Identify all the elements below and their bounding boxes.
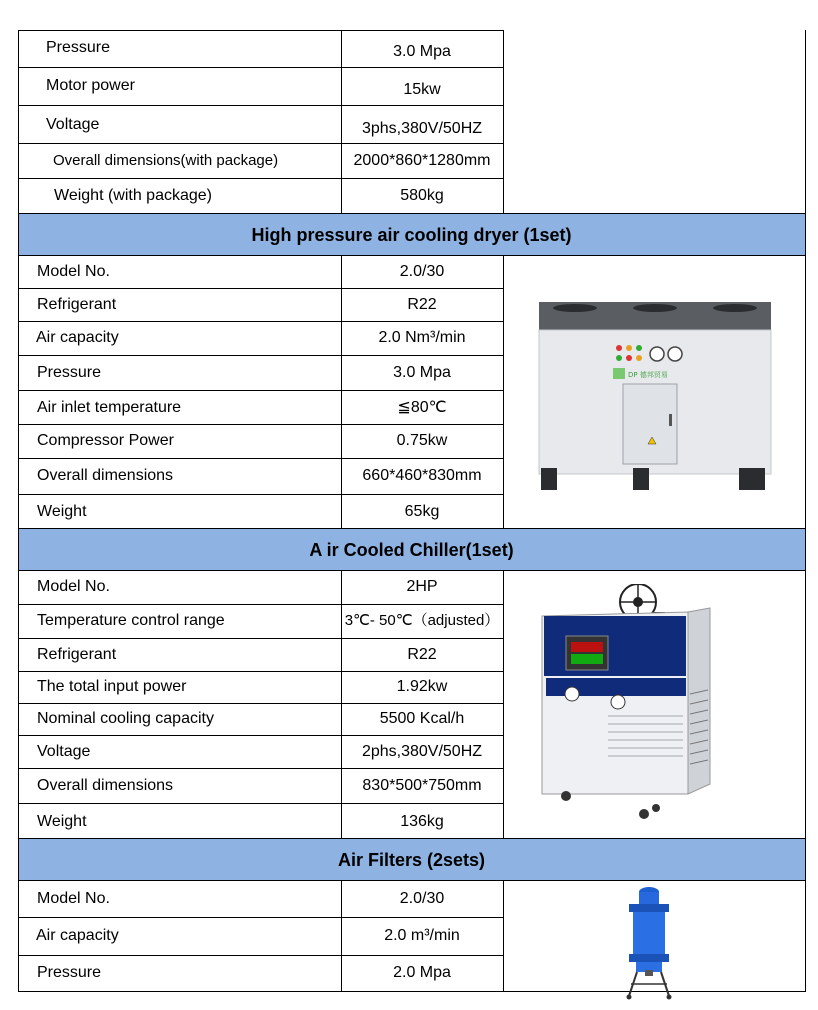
row-divider [18, 105, 504, 106]
spec-value: 65kg [404, 503, 440, 520]
spec-value: 2phs,380V/50HZ [361, 743, 483, 760]
row-divider [18, 288, 504, 289]
spec-value: 3phs,380V/50HZ [361, 120, 483, 137]
spec-value: 3℃- 50℃（adjusted） [344, 612, 500, 629]
dryer-section-title: High pressure air cooling dryer (1set) [251, 225, 572, 245]
chiller-section-title: A ir Cooled Chiller(1set) [309, 540, 514, 560]
spec-label: Motor power [46, 77, 135, 94]
row-divider [18, 917, 504, 918]
air-cooled-chiller-image [538, 584, 718, 820]
column-divider [503, 255, 504, 529]
column-divider [503, 570, 504, 839]
spec-value: 3.0 Mpa [393, 364, 451, 381]
spec-value: 2.0 Mpa [393, 964, 451, 981]
spec-value: 580kg [400, 187, 444, 204]
spec-label: Air inlet temperature [37, 399, 182, 416]
spec-label: Model No. [37, 890, 110, 907]
spec-label: Model No. [37, 578, 110, 595]
spec-value: 136kg [400, 813, 444, 830]
spec-label: The total input power [37, 678, 187, 695]
spec-value: 2HP [406, 578, 438, 595]
column-divider [503, 30, 504, 214]
spec-label: Voltage [37, 743, 91, 760]
spec-label: Overall dimensions [37, 467, 174, 484]
row-divider [18, 803, 504, 804]
spec-label: Refrigerant [37, 646, 117, 663]
air-dryer-image [535, 296, 775, 494]
row-divider [18, 638, 504, 639]
spec-value: 2.0/30 [399, 263, 445, 280]
spec-value: 1.92kw [396, 678, 448, 695]
right-border [805, 30, 806, 992]
spec-label: Compressor Power [37, 432, 174, 449]
row-divider [18, 321, 504, 322]
spec-label: Voltage [46, 116, 100, 133]
row-divider [18, 604, 504, 605]
spec-value: ≦80℃ [397, 399, 447, 416]
spec-value: 660*460*830mm [362, 467, 482, 484]
band-border [18, 213, 806, 214]
row-divider [18, 178, 504, 179]
spec-label: Refrigerant [37, 296, 117, 313]
filters-section-title: Air Filters (2sets) [337, 850, 486, 870]
spec-value: R22 [407, 646, 437, 663]
spec-label: Air capacity [36, 927, 119, 944]
band-border [18, 880, 806, 881]
row-divider [18, 30, 504, 31]
column-divider [341, 570, 342, 839]
row-divider [18, 703, 504, 704]
band-border [18, 255, 806, 256]
spec-label: Pressure [46, 39, 111, 56]
spec-value: R22 [407, 296, 437, 313]
band-border [18, 838, 806, 839]
row-divider [18, 143, 504, 144]
spec-label: Pressure [37, 364, 102, 381]
spec-value: 0.75kw [396, 432, 448, 449]
row-divider [18, 735, 504, 736]
row-divider [18, 955, 504, 956]
row-divider [18, 671, 504, 672]
dryer-logo-text: DP 德邦贸易 [628, 371, 668, 379]
table-bottom-border [18, 991, 806, 992]
spec-value: 3.0 Mpa [393, 43, 451, 60]
row-divider [18, 424, 504, 425]
spec-label: Weight (with package) [54, 187, 212, 204]
row-divider [18, 355, 504, 356]
spec-label: Nominal cooling capacity [37, 710, 214, 727]
spec-label: Weight [37, 503, 87, 520]
spec-label: Weight [37, 813, 87, 830]
spec-value: 2.0 m³/min [384, 927, 460, 944]
left-border [18, 30, 19, 992]
spec-value: 15kw [403, 81, 441, 98]
row-divider [18, 494, 504, 495]
spec-value: 830*500*750mm [362, 777, 482, 794]
row-divider [18, 768, 504, 769]
band-border [18, 570, 806, 571]
spec-label: Pressure [37, 964, 102, 981]
spec-label: Air capacity [36, 329, 119, 346]
column-divider [503, 880, 504, 992]
spec-label: Temperature control range [37, 612, 225, 629]
spec-value: 2.0 Nm³/min [378, 329, 466, 346]
spec-value: 2000*860*1280mm [353, 152, 491, 169]
row-divider [18, 390, 504, 391]
row-divider [18, 458, 504, 459]
spec-value: 2.0/30 [399, 890, 445, 907]
band-border [18, 528, 806, 529]
row-divider [18, 67, 504, 68]
spec-label: Overall dimensions [37, 777, 174, 794]
spec-label: Overall dimensions(with package) [53, 152, 279, 169]
spec-value: 5500 Kcal/h [379, 710, 465, 727]
air-filter-image [623, 884, 679, 1000]
spec-label: Model No. [37, 263, 110, 280]
